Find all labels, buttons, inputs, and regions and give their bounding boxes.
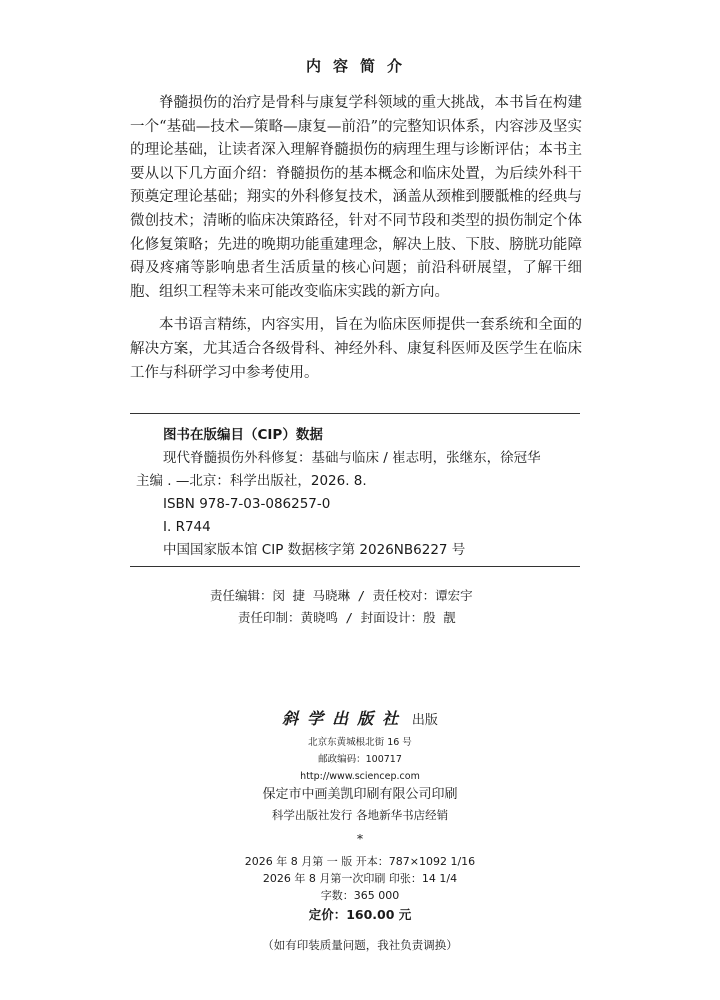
cip-number: 中国国家版本馆 CIP 数据核字第 2026NB6227 号 xyxy=(163,542,466,558)
publisher-name: 斜学出版社 xyxy=(282,709,408,728)
credits xyxy=(0,585,720,629)
printing-info: 2026 年 8 月第一次印刷 印张：14 1/4 xyxy=(262,872,458,885)
publisher-line xyxy=(0,706,720,734)
publisher-postcode: 邮政编码：100717 xyxy=(318,754,402,765)
word-count: 字数：365 000 xyxy=(320,889,400,902)
intro-title: 内容简介 xyxy=(305,57,414,75)
cip-title-line-cont: 主编 . —北京：科学出版社，2026. 8. xyxy=(136,473,367,489)
credits-production: 责任印制：黄晓鸣 / 封面设计：殷 靓 xyxy=(238,610,456,625)
cip-top-rule xyxy=(130,413,580,414)
cip-bottom-rule xyxy=(130,566,580,567)
intro-paragraph-1: 脊髓损伤的治疗是骨科与康复学科领域的重大挑战，本书旨在构建一个“基础—技术—策略—康复—前沿”的完整知识体系，内容涉及坚实的理论基础，让读者深入理解脊髓损伤的病理生理与诊断评估；本书主要从以下几方面介绍：脊髓损伤的基本概念和临床处置，为后续外科干预奠定理论基础；翔实的外科修复技术，涵盖从颈椎到腰骶椎的经典与微创技术；清晰的临床决策路径，针对不同节段和类型的损伤制定个体化修复策略；先进的晚期功能重建理念，解决上肢、下肢、膀胱功能障碍及疼痛等影响患者生活质量的核心问题；前沿科研展望，了解干细胞、组织工程等未来可能改变临床实践的新方向。 xyxy=(130,95,582,300)
credits-editors: 责任编辑：闵 捷 马晓琳 / 责任校对：谭宏宇 xyxy=(210,588,473,603)
price: 定价：160.00 元 xyxy=(308,907,412,922)
cip-title-line: 现代脊髓损伤外科修复：基础与临床 / 崔志明，张继东，徐冠华 xyxy=(163,450,541,466)
publisher-url: http://www.sciencep.com xyxy=(300,771,420,782)
cip-classification: Ⅰ. R744 xyxy=(163,519,211,535)
distribution: 科学出版社发行 各地新华书店经销 xyxy=(271,808,449,822)
intro-body xyxy=(130,92,582,395)
quality-notice: （如有印装质量问题，我社负责调换） xyxy=(262,938,458,952)
imprint xyxy=(0,706,720,955)
publisher-suffix: 出版 xyxy=(411,713,438,728)
publisher-address: 北京东黄城根北街 16 号 xyxy=(308,737,412,748)
intro-paragraph-2: 本书语言精练，内容实用，旨在为临床医师提供一套系统和全面的解决方案，尤其适合各级骨科、神经外科、康复科医师及医学生在临床工作与科研学习中参考使用。 xyxy=(130,317,582,381)
edition-info: 2026 年 8 月第 一 版 开本：787×1092 1/16 xyxy=(244,855,476,868)
printer: 保定市中画美凯印刷有限公司印刷 xyxy=(262,787,458,802)
cip-isbn: ISBN 978-7-03-086257-0 xyxy=(163,496,331,512)
cip-block xyxy=(130,424,580,562)
separator-star: * xyxy=(357,832,363,846)
cip-heading: 图书在版编目（CIP）数据 xyxy=(163,427,323,443)
